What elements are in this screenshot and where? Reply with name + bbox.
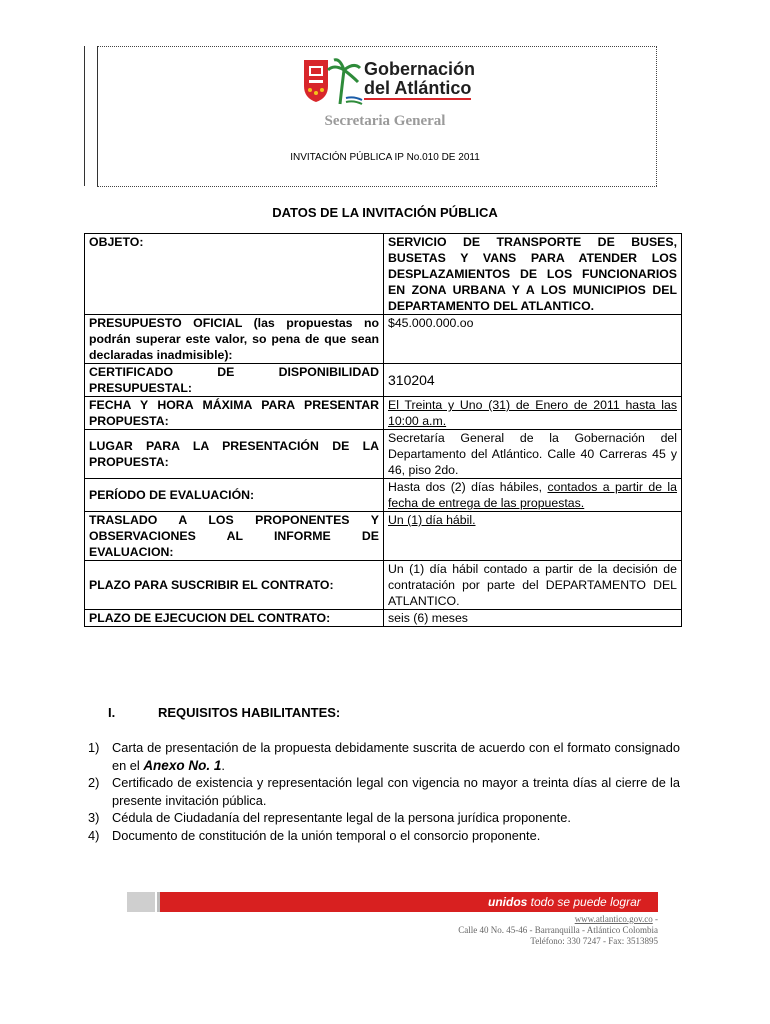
periodo-value-b: contados a partir de la fecha de entrega de las propuestas.: [388, 480, 677, 510]
footer-address: Calle 40 No. 45-46 - Barranquilla - Atlántico Colombia: [458, 925, 658, 935]
plazo-ejecucion-value: seis (6) meses: [384, 610, 682, 627]
list-item: [88, 774, 680, 809]
presupuesto-label: PRESUPUESTO OFICIAL (las propuestas no podrán superar este valor, so pena de que sean declaradas inadmisible):: [85, 315, 384, 364]
plazo-suscribir-label: PLAZO PARA SUSCRIBIR EL CONTRATO:: [85, 561, 384, 610]
requirements-list: [88, 739, 680, 844]
logo-line-2: del Atlántico: [364, 78, 472, 98]
footer-contact-info: [380, 914, 658, 947]
fecha-label: FECHA Y HORA MÁXIMA PARA PRESENTAR PROPUESTA:: [85, 397, 384, 430]
header-border-top: [97, 46, 657, 47]
table-row-periodo: [85, 479, 682, 512]
certificado-label: CERTIFICADO DE DISPONIBILIDAD PRESUPUESTAL:: [85, 364, 384, 397]
coat-of-arms-icon: [300, 56, 364, 106]
slogan-rest: todo se puede lograr: [527, 895, 641, 909]
footer-website-link[interactable]: www.atlantico.gov.co: [574, 914, 653, 924]
traslado-value: Un (1) día hábil.: [384, 512, 682, 561]
objeto-value: SERVICIO DE TRANSPORTE DE BUSES, BUSETAS Y VANS PARA ATENDER LOS DESPLAZAMIENTOS DE LOS FUNCIONARIOS EN ZONA URBANA Y A LOS MUNICIPIOS DEL DEPARTAMENTO DEL ATLANTICO.: [384, 234, 682, 315]
list-item-text: Documento de constitución de la unión temporal o el consorcio proponente.: [112, 827, 541, 843]
footer-web-line: [380, 914, 658, 925]
periodo-value-a: Hasta dos (2) días hábiles,: [388, 480, 548, 494]
invitation-data-table: [84, 233, 682, 627]
list-item: [88, 739, 680, 774]
table-row-lugar: [85, 430, 682, 479]
footer-phone: Teléfono: 330 7247 - Fax: 3513895: [530, 936, 658, 946]
footer-slogan: [488, 895, 641, 909]
table-row-plazo-ejecucion: [85, 610, 682, 627]
table-row-plazo-suscribir: [85, 561, 682, 610]
table-row-presupuesto: [85, 315, 682, 364]
footer-gray-block: [127, 892, 155, 912]
secretaria-title: Secretaria General: [324, 113, 446, 129]
plazo-suscribir-value: Un (1) día hábil contado a partir de la decisión de contratación por parte del DEPARTAMENTO DEL ATLANTICO.: [384, 561, 682, 610]
annex-reference: Anexo No. 1: [143, 757, 222, 773]
list-item-number: 4): [88, 827, 100, 843]
logo-line-1: Gobernación: [364, 59, 476, 79]
fecha-value: El Treinta y Uno (31) de Enero de 2011 hasta las 10:00 a.m.: [384, 397, 682, 430]
presupuesto-value: $45.000.000.oo: [384, 315, 682, 364]
table-row-traslado: [85, 512, 682, 561]
objeto-label: OBJETO:: [85, 234, 384, 315]
logo-text: [364, 60, 475, 100]
footer-web-tail: -: [652, 914, 658, 924]
list-item-tail: .: [221, 757, 225, 773]
section-number: I.: [108, 705, 116, 720]
periodo-label: PERÍODO DE EVALUACIÓN:: [85, 479, 384, 512]
main-title: DATOS DE LA INVITACIÓN PÚBLICA: [272, 205, 498, 220]
lugar-label: LUGAR PARA LA PRESENTACIÓN DE LA PROPUESTA:: [85, 430, 384, 479]
periodo-value: [384, 479, 682, 512]
list-item-number: 2): [88, 775, 100, 790]
certificado-value: 310204: [384, 364, 682, 397]
lugar-value: Secretaría General de la Gobernación del Departamento del Atlántico. Calle 40 Carreras 45 y 46, piso 2do.: [384, 430, 682, 479]
list-item-number: 1): [88, 740, 100, 755]
invitation-title: INVITACIÓN PÚBLICA IP No.010 DE 2011: [290, 152, 480, 163]
header-border-bottom: [97, 186, 657, 187]
table-row-certificado: [85, 364, 682, 397]
plazo-ejecucion-label: PLAZO DE EJECUCION DEL CONTRATO:: [85, 610, 384, 627]
list-item-text: Certificado de existencia y representación legal con vigencia no mayor a treinta días al cierre de la presente invitación pública.: [112, 775, 680, 808]
list-item: [88, 809, 680, 827]
table-row-objeto: [85, 234, 682, 315]
section-title: REQUISITOS HABILITANTES:: [158, 705, 341, 720]
table-row-fecha: [85, 397, 682, 430]
list-item-number: 3): [88, 810, 100, 825]
list-item-text: Cédula de Ciudadanía del representante legal de la persona jurídica proponente.: [112, 810, 571, 825]
traslado-label: TRASLADO A LOS PROPONENTES Y OBSERVACIONES AL INFORME DE EVALUACION:: [85, 512, 384, 561]
list-item: [88, 827, 680, 845]
list-item-text: Carta de presentación de la propuesta debidamente suscrita de acuerdo con el formato consignado en el: [112, 740, 680, 773]
slogan-unidos: unidos: [488, 895, 528, 909]
